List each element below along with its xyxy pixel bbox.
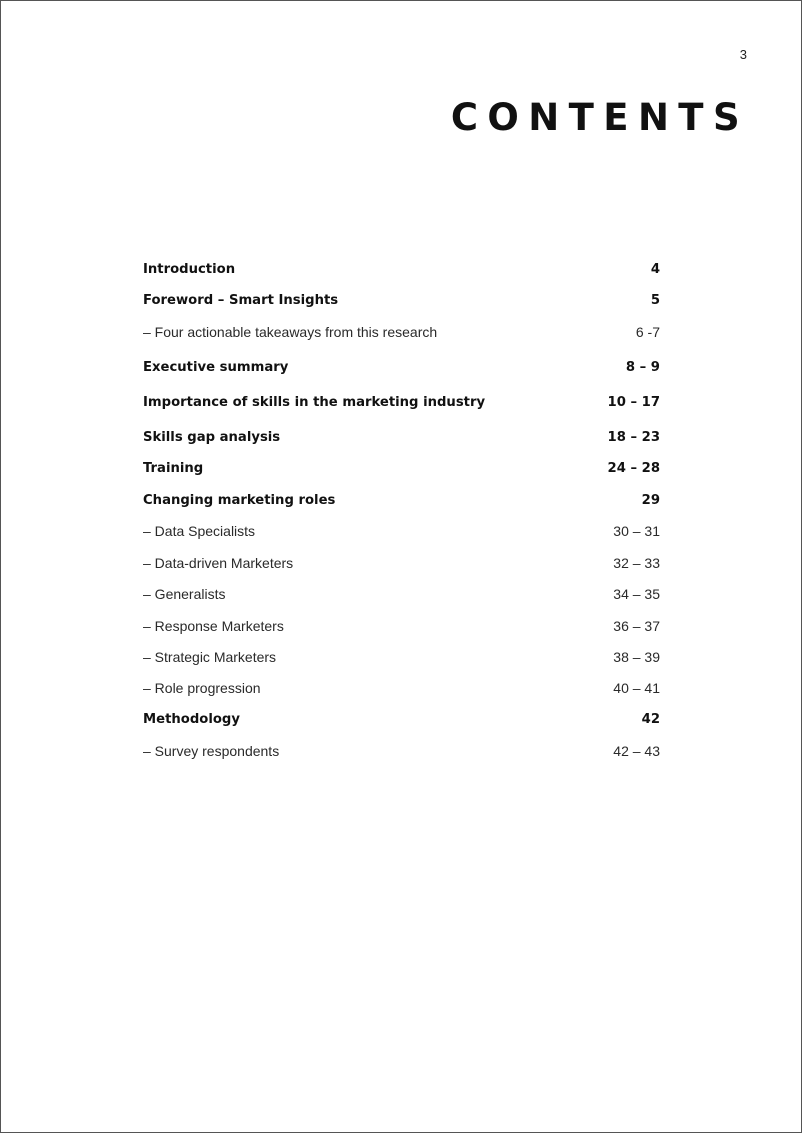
toc-entry-label: Training <box>143 461 204 477</box>
toc-entry-data-driven-marketers[interactable] <box>143 549 660 576</box>
toc-entry-importance-of-skills[interactable] <box>143 389 660 416</box>
toc-entry-label: – Generalists <box>143 586 226 603</box>
toc-entry-pages: 34 – 35 <box>613 586 660 603</box>
toc-entry-survey-respondents[interactable] <box>143 738 660 765</box>
toc-entry-data-specialists[interactable] <box>143 518 660 545</box>
toc-entry-pages: 10 – 17 <box>607 394 660 410</box>
toc-entry-role-progression[interactable] <box>143 675 660 702</box>
table-of-contents <box>143 256 660 769</box>
toc-entry-response-marketers[interactable] <box>143 612 660 639</box>
toc-entry-pages: 30 – 31 <box>613 523 660 540</box>
toc-entry-pages: 5 <box>650 293 660 309</box>
toc-entry-label: – Strategic Marketers <box>143 649 277 666</box>
toc-entry-label: – Four actionable takeaways from this research <box>143 324 438 341</box>
toc-entry-foreword[interactable] <box>143 287 660 314</box>
page-number: 3 <box>739 47 747 62</box>
toc-entry-introduction[interactable] <box>143 256 660 283</box>
toc-entry-methodology[interactable] <box>143 706 660 733</box>
toc-entry-changing-marketing-roles[interactable] <box>143 487 660 514</box>
toc-entry-pages: 42 – 43 <box>613 743 660 760</box>
toc-entry-generalists[interactable] <box>143 581 660 608</box>
toc-entry-pages: 36 – 37 <box>613 617 660 634</box>
toc-entry-label: – Survey respondents <box>143 743 280 760</box>
toc-entry-label: – Data Specialists <box>143 523 256 540</box>
toc-entry-label: Foreword – Smart Insights <box>143 293 339 309</box>
toc-entry-label: Introduction <box>143 262 236 277</box>
toc-entry-strategic-marketers[interactable] <box>143 644 660 671</box>
toc-entry-pages: 38 – 39 <box>613 649 660 666</box>
toc-entry-pages: 32 – 33 <box>613 554 660 571</box>
toc-entry-pages: 24 – 28 <box>607 461 660 477</box>
page-title: CONTENTS <box>450 96 749 139</box>
toc-entry-pages: 4 <box>650 262 660 277</box>
toc-entry-skills-gap-analysis[interactable] <box>143 424 660 451</box>
toc-entry-pages: 42 <box>641 712 660 728</box>
toc-entry-executive-summary[interactable] <box>143 354 660 381</box>
toc-entry-label: Executive summary <box>143 359 289 375</box>
toc-entry-label: – Role progression <box>143 680 261 697</box>
toc-entry-pages: 40 – 41 <box>613 680 660 697</box>
toc-entry-label: – Data-driven Marketers <box>143 554 294 571</box>
toc-entry-pages: 29 <box>641 492 660 508</box>
toc-entry-label: Changing marketing roles <box>143 492 336 508</box>
toc-entry-label: Importance of skills in the marketing industry <box>143 394 486 410</box>
toc-entry-label: Methodology <box>143 712 240 728</box>
toc-entry-label: – Response Marketers <box>143 617 284 634</box>
toc-entry-pages: 8 – 9 <box>625 359 660 375</box>
toc-entry-four-takeaways[interactable] <box>143 319 660 346</box>
toc-entry-pages: 18 – 23 <box>607 429 660 445</box>
toc-entry-training[interactable] <box>143 455 660 482</box>
toc-entry-label: Skills gap analysis <box>143 429 281 445</box>
toc-entry-pages: 6 -7 <box>635 324 660 341</box>
